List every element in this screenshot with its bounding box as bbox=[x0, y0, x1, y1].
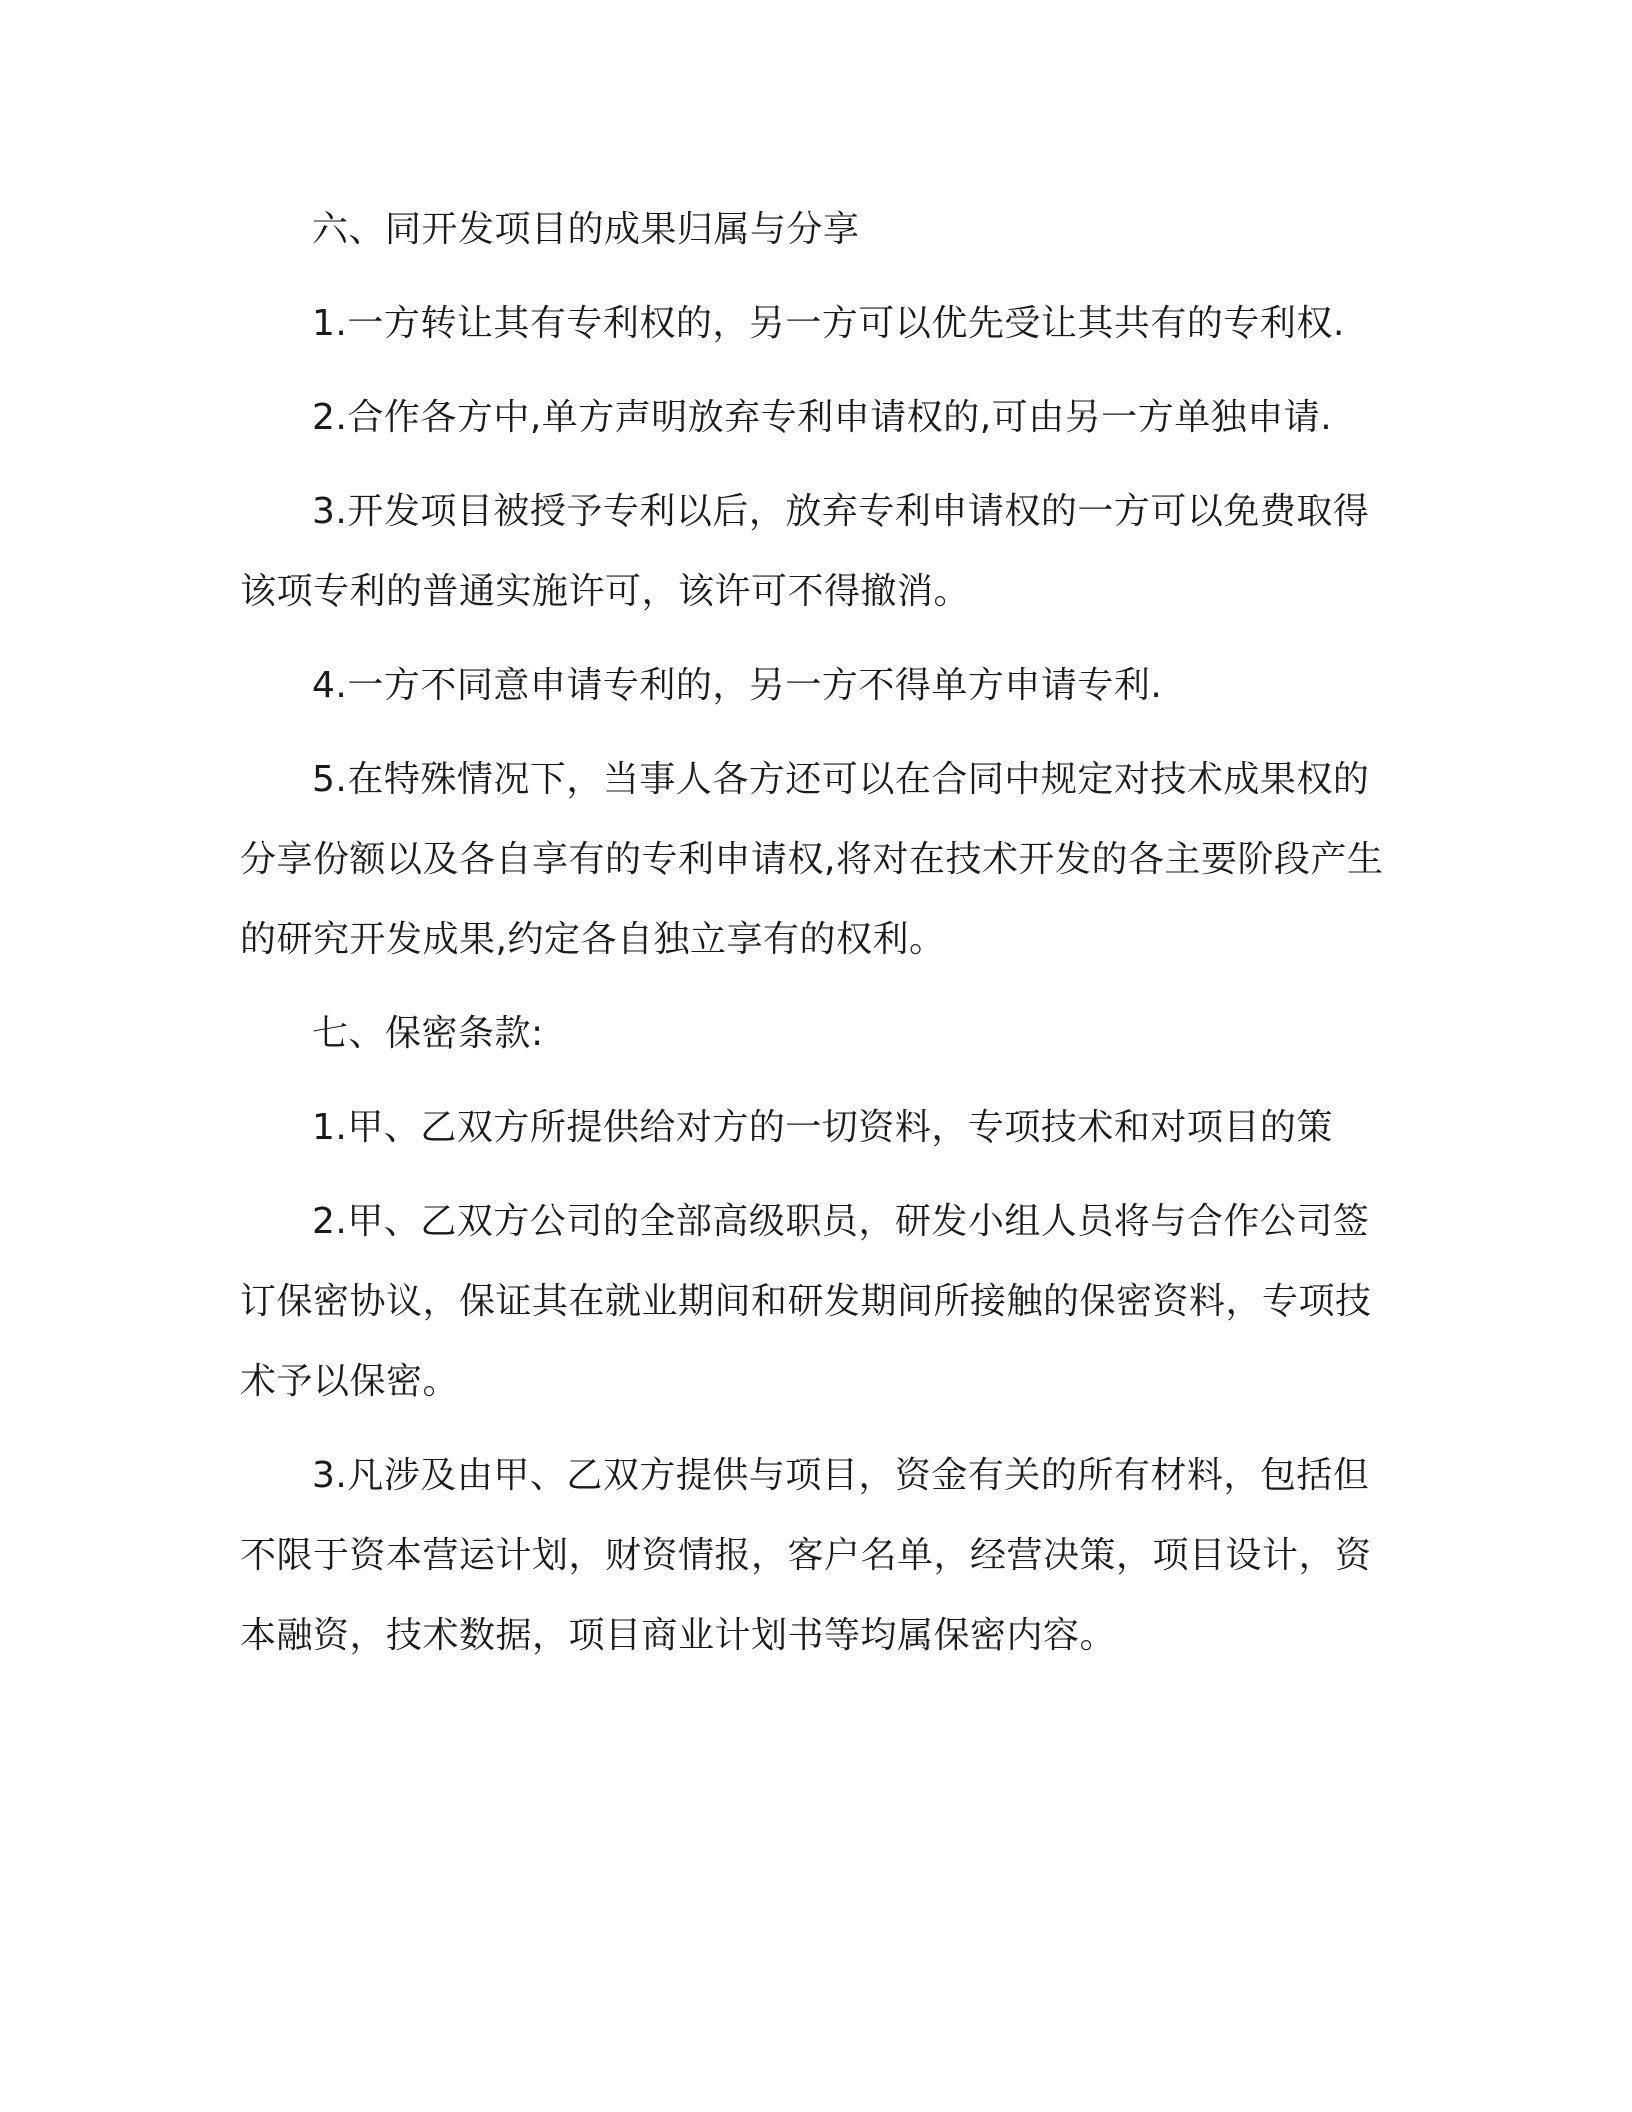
section-6-item-4: 4.一方不同意申请专利的，另一方不得单方申请专利. bbox=[312, 665, 1163, 706]
section-6-heading: 六、同开发项目的成果归属与分享 bbox=[312, 209, 860, 250]
section-7-heading: 七、保密条款: bbox=[312, 1013, 544, 1054]
section-6-item-5: 5.在特殊情况下，当事人各方还可以在合同中规定对技术成果权的分享份额以及各自享有的专利申请权,将对在技术开发的各主要阶段产生的研究开发成果,约定各自独立享有的权利。 bbox=[240, 759, 1384, 960]
section-6-item-1: 1.一方转让其有专利权的，另一方可以优先受让其共有的专利权. bbox=[312, 303, 1345, 344]
section-6-item-2: 2.合作各方中,单方声明放弃专利申请权的,可由另一方单独申请. bbox=[312, 397, 1333, 438]
section-7-item-1: 1.甲、乙双方所提供给对方的一切资料，专项技术和对项目的策 bbox=[312, 1107, 1333, 1148]
section-7-item-3: 3.凡涉及由甲、乙双方提供与项目，资金有关的所有材料，包括但不限于资本营运计划，财资情报，客户名单，经营决策，项目设计，资本融资，技术数据，项目商业计划书等均属保密内容。 bbox=[240, 1455, 1372, 1656]
section-6-item-3: 3.开发项目被授予专利以后，放弃专利申请权的一方可以免费取得该项专利的普通实施许可，该许可不得撤消。 bbox=[240, 491, 1370, 612]
section-7-item-2: 2.甲、乙双方公司的全部高级职员，研发小组人员将与合作公司签订保密协议，保证其在就业期间和研发期间所接触的保密资料，专项技术予以保密。 bbox=[240, 1201, 1372, 1402]
